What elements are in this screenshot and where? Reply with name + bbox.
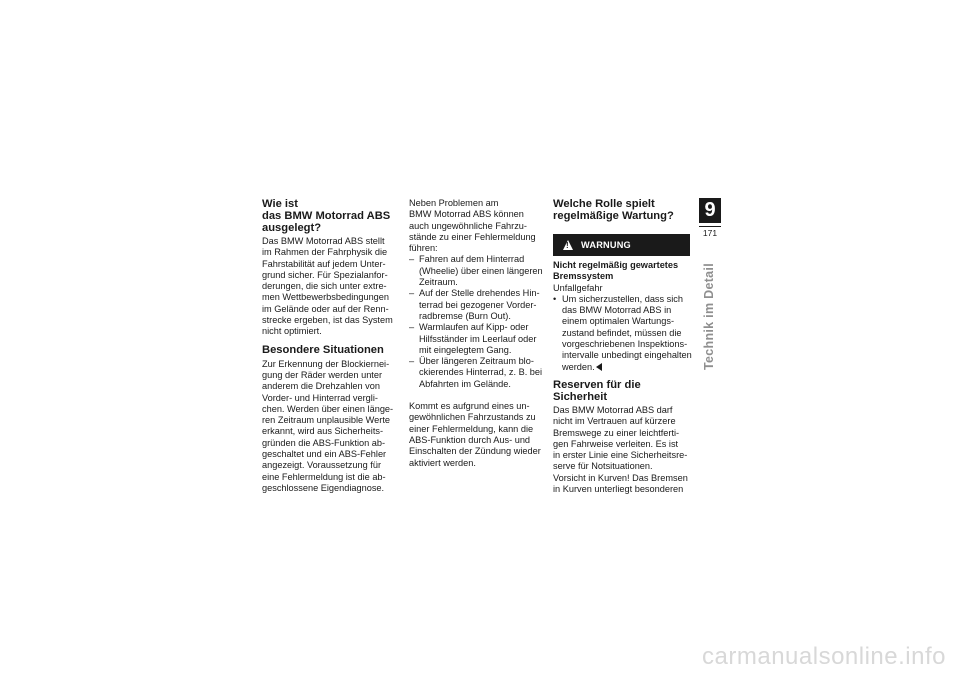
- heading-abs-design: Wie ist das BMW Motorrad ABS ausgelegt?: [262, 198, 391, 234]
- page-number: 171: [702, 228, 718, 238]
- paragraph-abs-design: Das BMW Motorrad ABS stellt im Rahmen der Fahrphysik die Fahrstabilität auf jedem Unter- grund sicher. Für Spezialanfor- derungen, die sich unter extre- men Wettbewerbsbedingungen im Gelände oder auf der Renn- strecke ergeben, ist das System nicht optimiert.: [262, 236, 393, 337]
- paragraph-safety-reserves: Das BMW Motorrad ABS darf nicht im Vertrauen auf kürzere Bremswege zu einer leichtferti- gen Fahrweise verleiten. Es ist in erster Linie eine Sicherheitsre- serve für Notsituationen. Vorsicht in Kurven! Das Bremsen in Kurven unterliegt besonderen: [553, 404, 688, 495]
- list-item: – Über längeren Zeitraum blo- ckierendes Hinterrad, z. B. bei Abfahrten im Gelände.: [409, 356, 543, 389]
- warning-triangle-icon: [563, 240, 573, 250]
- warning-title: Nicht regelmäßig gewartetes Bremssystem: [553, 260, 679, 282]
- list-item: – Warmlaufen auf Kipp- oder Hilfsständer im Leerlauf oder mit eingelegtem Gang.: [409, 322, 537, 355]
- dash-marker: –: [409, 356, 415, 367]
- warning-label: WARNUNG: [581, 240, 631, 250]
- watermark: carmanualsonline.info: [702, 643, 946, 670]
- dash-marker: –: [409, 254, 415, 265]
- heading-safety-reserves: Reserven für die Sicherheit: [553, 378, 641, 403]
- chapter-number-tab: 9: [699, 198, 721, 223]
- column-3: [553, 198, 690, 495]
- end-marker-icon: [596, 363, 602, 371]
- column-2: [409, 198, 543, 469]
- heading-maintenance: Welche Rolle spielt regelmäßige Wartung?: [553, 198, 674, 222]
- paragraph-special-situations: Zur Erkennung der Blockiernei- gung der Räder werden unter anderem die Drehzahlen von Vorder- und Hinterrad vergli- chen. Werden über einen länge- ren Zeitraum unplausible Werte erkannt, wird aus Sicherheits- gründen die ABS-Funktion ab- geschaltet und ein ABS-Fehler angezeigt. Voraussetzung für eine Fehlermeldung ist die ab- geschlossene Eigendiagnose.: [262, 358, 394, 493]
- paragraph-reactivation: Kommt es aufgrund eines un- gewöhnlichen Fahrzustands zu einer Fehlermeldung, kann die ABS-Funktion durch Aus- und Einschalten der Zündung wieder aktiviert werden.: [409, 401, 541, 468]
- list-item: – Auf der Stelle drehendes Hin- terrad bei gezogener Vorder- radbremse (Burn Out).: [409, 288, 540, 321]
- page-number-rule: [699, 226, 721, 227]
- warning-subtitle: Unfallgefahr: [553, 282, 603, 293]
- bullet-marker: •: [553, 293, 557, 304]
- warning-bullet: • Um sicherzustellen, dass sich das BMW Motorrad ABS in einem optimalen Wartungs- zustand befindet, müssen die vorgeschriebenen Inspektions- intervalle unbedingt eingehalten werden.: [553, 293, 692, 372]
- dash-marker: –: [409, 288, 415, 299]
- dash-marker: –: [409, 322, 415, 333]
- chapter-title-vertical: Technik im Detail: [702, 263, 716, 370]
- warning-banner: [553, 234, 690, 256]
- paragraph-fault-causes: Neben Problemen am BMW Motorrad ABS können auch ungewöhnliche Fahrzu- stände zu einer Fehlermeldung führen:: [409, 198, 536, 254]
- heading-special-situations: Besondere Situationen: [262, 343, 384, 356]
- list-item: – Fahren auf dem Hinterrad (Wheelie) über einen längeren Zeitraum.: [409, 254, 543, 288]
- column-1: [262, 198, 394, 494]
